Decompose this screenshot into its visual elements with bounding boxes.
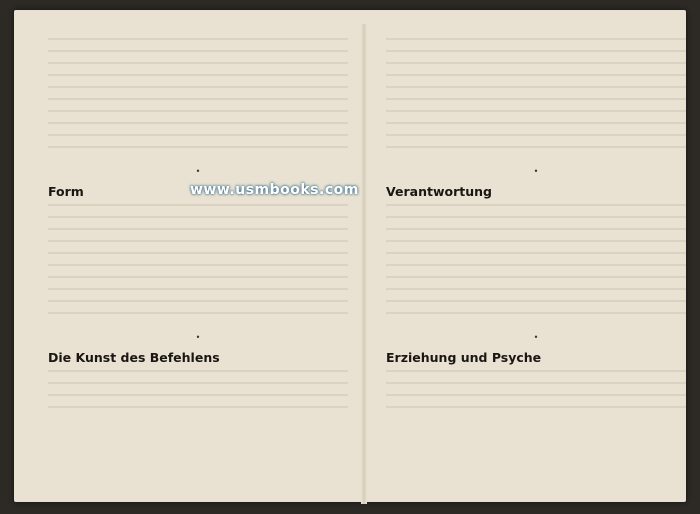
separator: • (195, 333, 201, 342)
watermark: www.usmbooks.com (190, 182, 359, 198)
section-heading-verantwortung: Verantwortung (386, 184, 492, 199)
booklet-spread (14, 10, 686, 502)
omitted-text-block (48, 38, 348, 158)
section-heading-form: Form (48, 184, 84, 199)
omitted-text-block (48, 370, 348, 418)
separator: • (195, 167, 201, 176)
section-heading-erziehung-und-psyche: Erziehung und Psyche (386, 350, 542, 365)
omitted-text-block (386, 370, 686, 418)
section-heading-kunst-des-befehlens: Die Kunst des Befehlens (48, 350, 220, 365)
separator: • (533, 333, 539, 342)
left-page (48, 32, 348, 496)
page-fold (361, 24, 367, 504)
omitted-text-block (386, 38, 686, 158)
right-page (386, 32, 686, 496)
separator: • (533, 167, 539, 176)
omitted-text-block (386, 204, 686, 324)
omitted-text-block (48, 204, 348, 324)
